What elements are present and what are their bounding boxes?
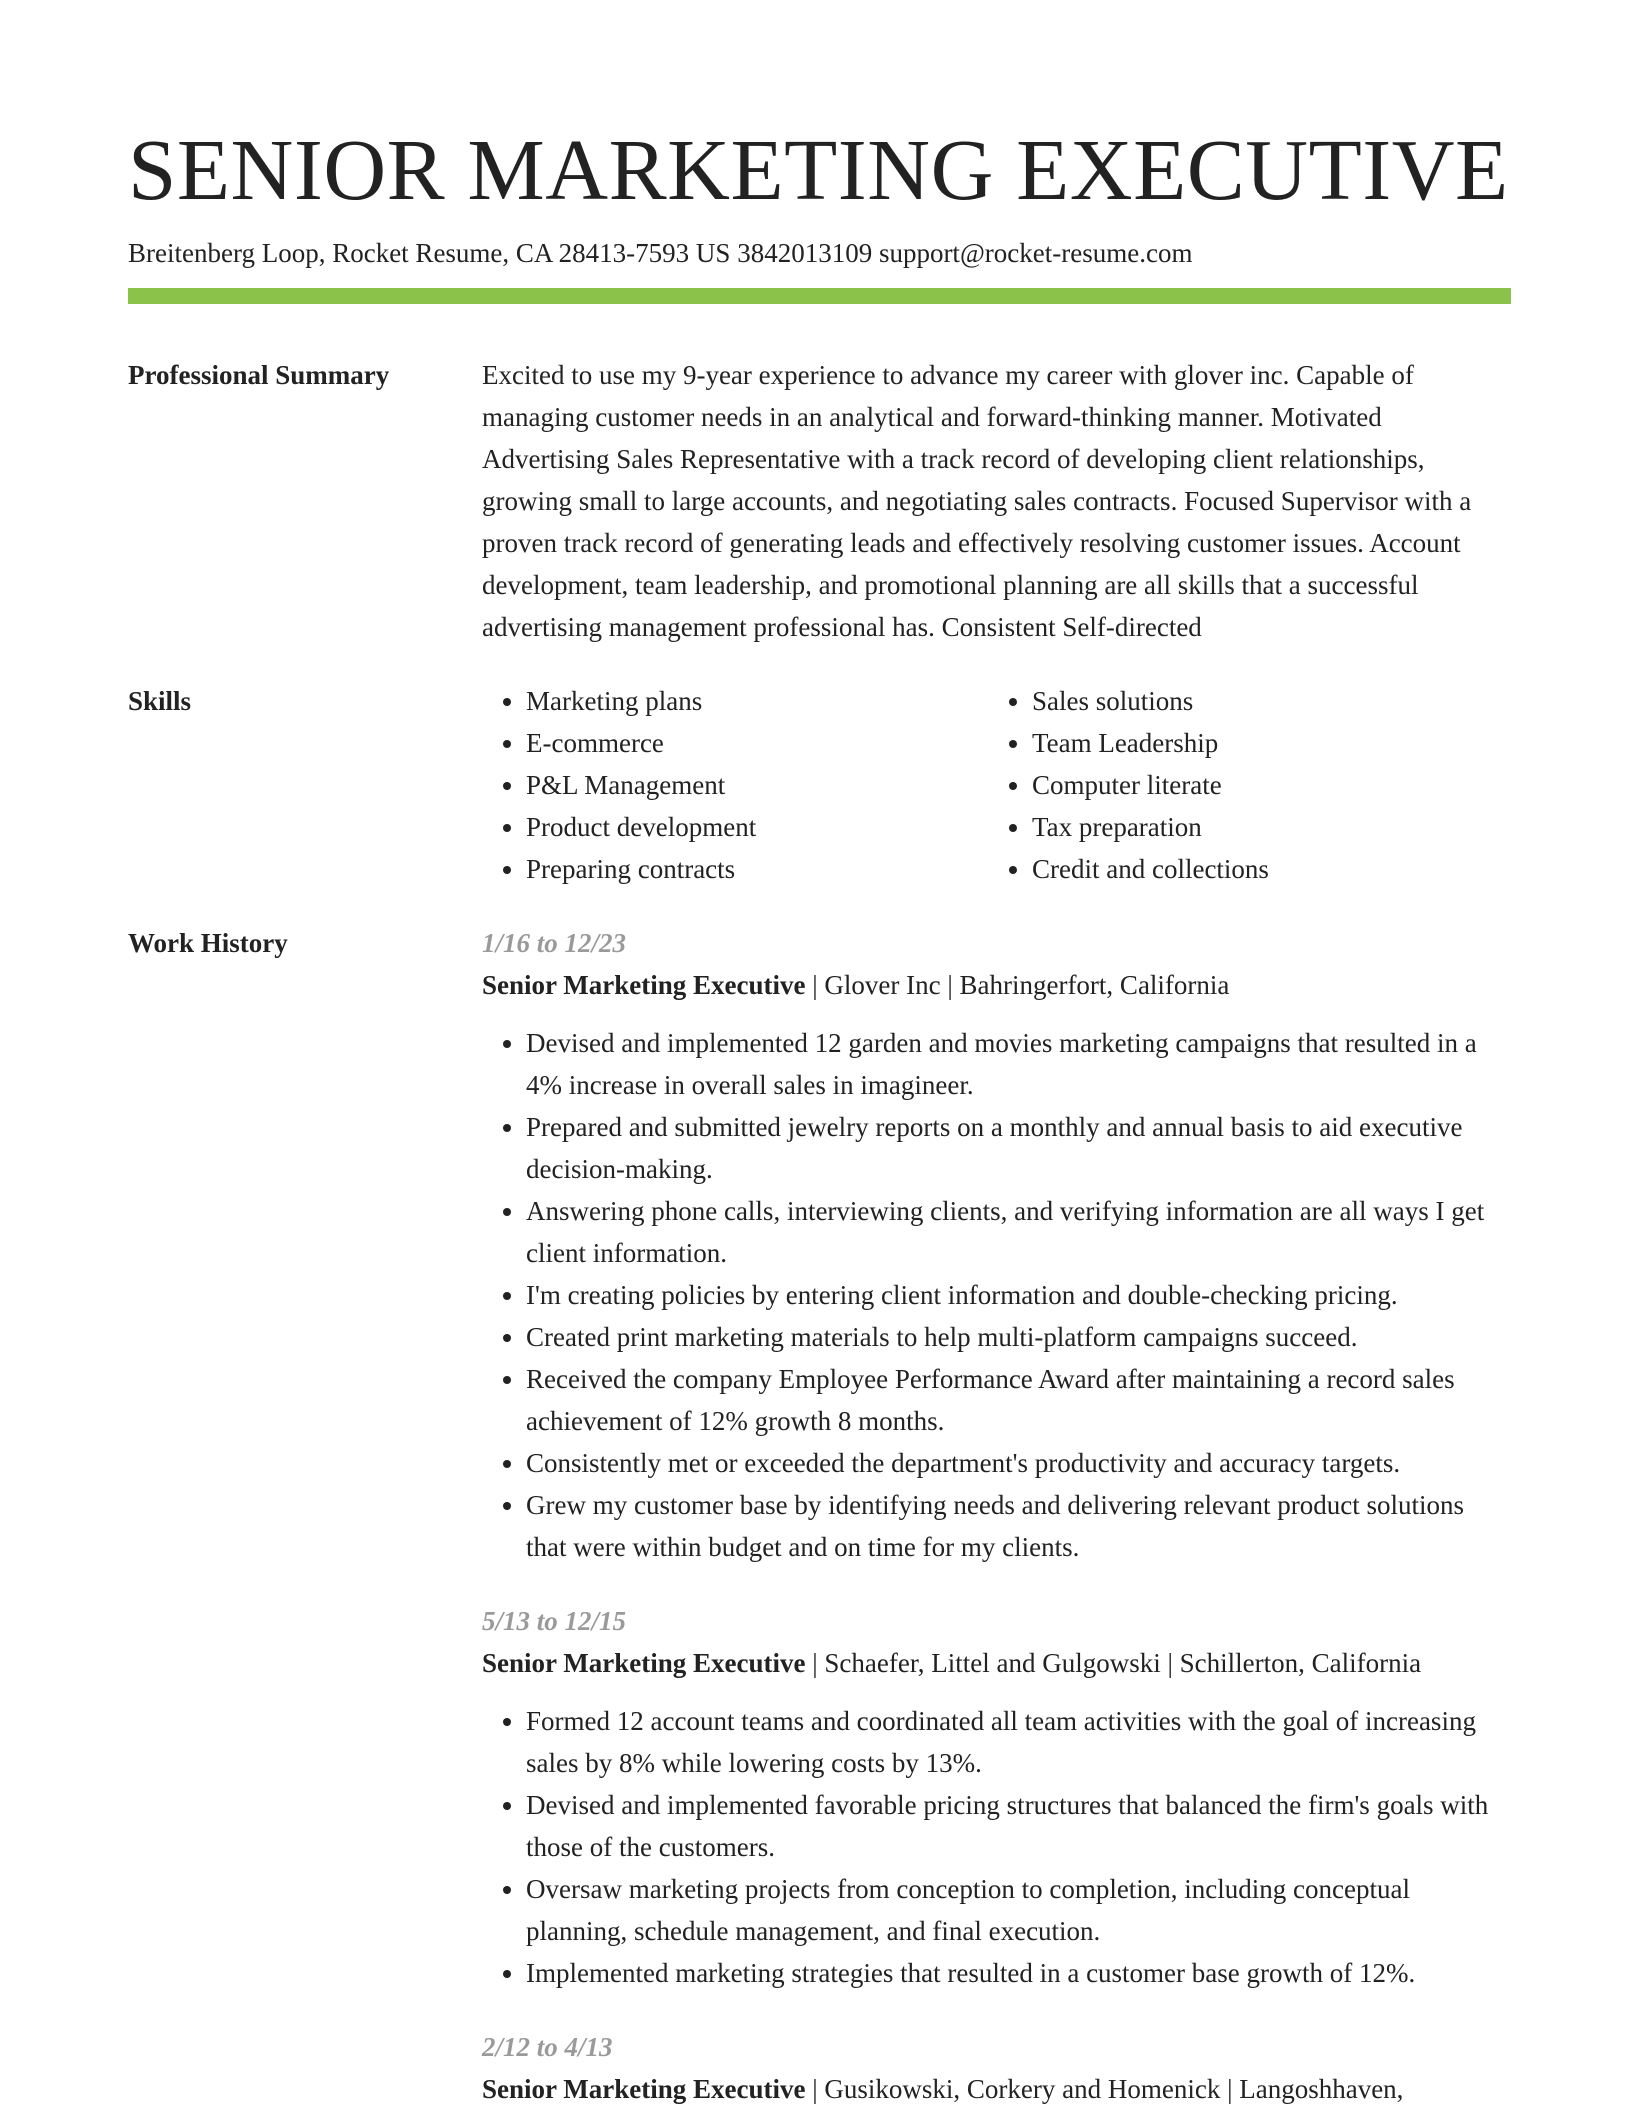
skills-heading: Skills [128,686,192,716]
header-divider [128,288,1511,304]
job-company: Glover Inc [824,970,941,1000]
job-dates: 1/16 to 12/23 [482,928,627,958]
job-bullet-list [482,1022,1511,1568]
skill-item: • Team Leadership [1032,722,1269,764]
job-company: Gusikowski, Corkery and Homenick [824,2074,1221,2104]
job-entry [482,1600,1511,1994]
skill-item: • E-commerce [526,722,988,764]
skill-item: • Marketing plans [526,680,988,722]
skill-item: • Preparing contracts [526,848,988,890]
contact-line: Breitenberg Loop, Rocket Resume, CA 28413-7593 US 3842013109 support@rocket-resume.com [128,238,1193,268]
job-heading [482,1642,1511,1684]
skill-item: • Product development [526,806,988,848]
skill-item: • Sales solutions [1032,680,1269,722]
job-location: Langoshhaven, [1239,2074,1404,2104]
professional-summary-heading: Professional Summary [128,360,390,390]
skills-grid [482,680,1511,890]
job-dates: 5/13 to 12/15 [482,1606,627,1636]
skill-item: • Credit and collections [1032,848,1269,890]
skills-section [128,680,1511,890]
job-separator: | [805,970,825,1000]
skills-list-right [988,680,1269,890]
job-bullet: • Devised and implemented 12 garden and movies marketing campaigns that resulted in a 4% increase in overall sales in imagineer. [526,1022,1511,1106]
job-bullet: • Answering phone calls, interviewing clients, and verifying information are all ways I get client information. [526,1190,1511,1274]
work-history-heading: Work History [128,928,288,958]
job-bullet: • Oversaw marketing projects from conception to completion, including conceptual planning, schedule management, and final execution. [526,1868,1511,1952]
job-bullet: • Formed 12 account teams and coordinated all team activities with the goal of increasing sales by 8% while lowering costs by 13%. [526,1700,1511,1784]
job-bullet: • Devised and implemented favorable pricing structures that balanced the firm's goals with those of the customers. [526,1784,1511,1868]
job-bullet: • I'm creating policies by entering client information and double-checking pricing. [526,1274,1511,1316]
job-bullet: • Prepared and submitted jewelry reports on a monthly and annual basis to aid executive decision-making. [526,1106,1511,1190]
job-separator: | [805,1648,825,1678]
resume-page [128,0,1511,2110]
job-separator: | [805,2074,825,2104]
skill-item: • P&L Management [526,764,988,806]
job-entry [482,2026,1511,2110]
skill-item: • Tax preparation [1032,806,1269,848]
professional-summary-text: Excited to use my 9-year experience to advance my career with glover inc. Capable of managing customer needs in an analytical and forward-thinking manner. Motivated Advertising Sales Representative with a track record of developing client relationships, growing small to large accounts, and negotiating sales contracts. Focused Supervisor with a proven track record of generating leads and effectively resolving customer issues. Account development, team leadership, and promotional planning are all skills that a successful advertising management professional has. Consistent Self-directed [482,360,1472,642]
job-bullet: • Grew my customer base by identifying needs and delivering relevant product solutions that were within budget and on time for my clients. [526,1484,1511,1568]
job-bullet: • Received the company Employee Performance Award after maintaining a record sales achievement of 12% growth 8 months. [526,1358,1511,1442]
skills-list-left [482,680,988,890]
work-history-section [128,922,1511,2110]
job-title: Senior Marketing Executive [482,2074,806,2104]
job-separator: | [1160,1648,1180,1678]
job-separator: | [1220,2074,1240,2104]
job-location: Schillerton, California [1179,1648,1422,1678]
job-bullet: • Created print marketing materials to help multi-platform campaigns succeed. [526,1316,1511,1358]
job-title: Senior Marketing Executive [482,1648,806,1678]
job-title: Senior Marketing Executive [482,970,806,1000]
job-dates: 2/12 to 4/13 [482,2032,613,2062]
job-company: Schaefer, Littel and Gulgowski [824,1648,1161,1678]
job-bullet: • Consistently met or exceeded the department's productivity and accuracy targets. [526,1442,1511,1484]
job-bullet: • Implemented marketing strategies that resulted in a customer base growth of 12%. [526,1952,1511,1994]
job-bullet-list [482,1700,1511,1994]
professional-summary-section [128,354,1511,648]
job-entry [482,922,1511,1568]
resume-name: SENIOR MARKETING EXECUTIVE [128,121,1509,218]
job-heading [482,2068,1511,2110]
job-heading [482,964,1511,1006]
skill-item: • Computer literate [1032,764,1269,806]
job-separator: | [940,970,960,1000]
job-location: Bahringerfort, California [959,970,1230,1000]
